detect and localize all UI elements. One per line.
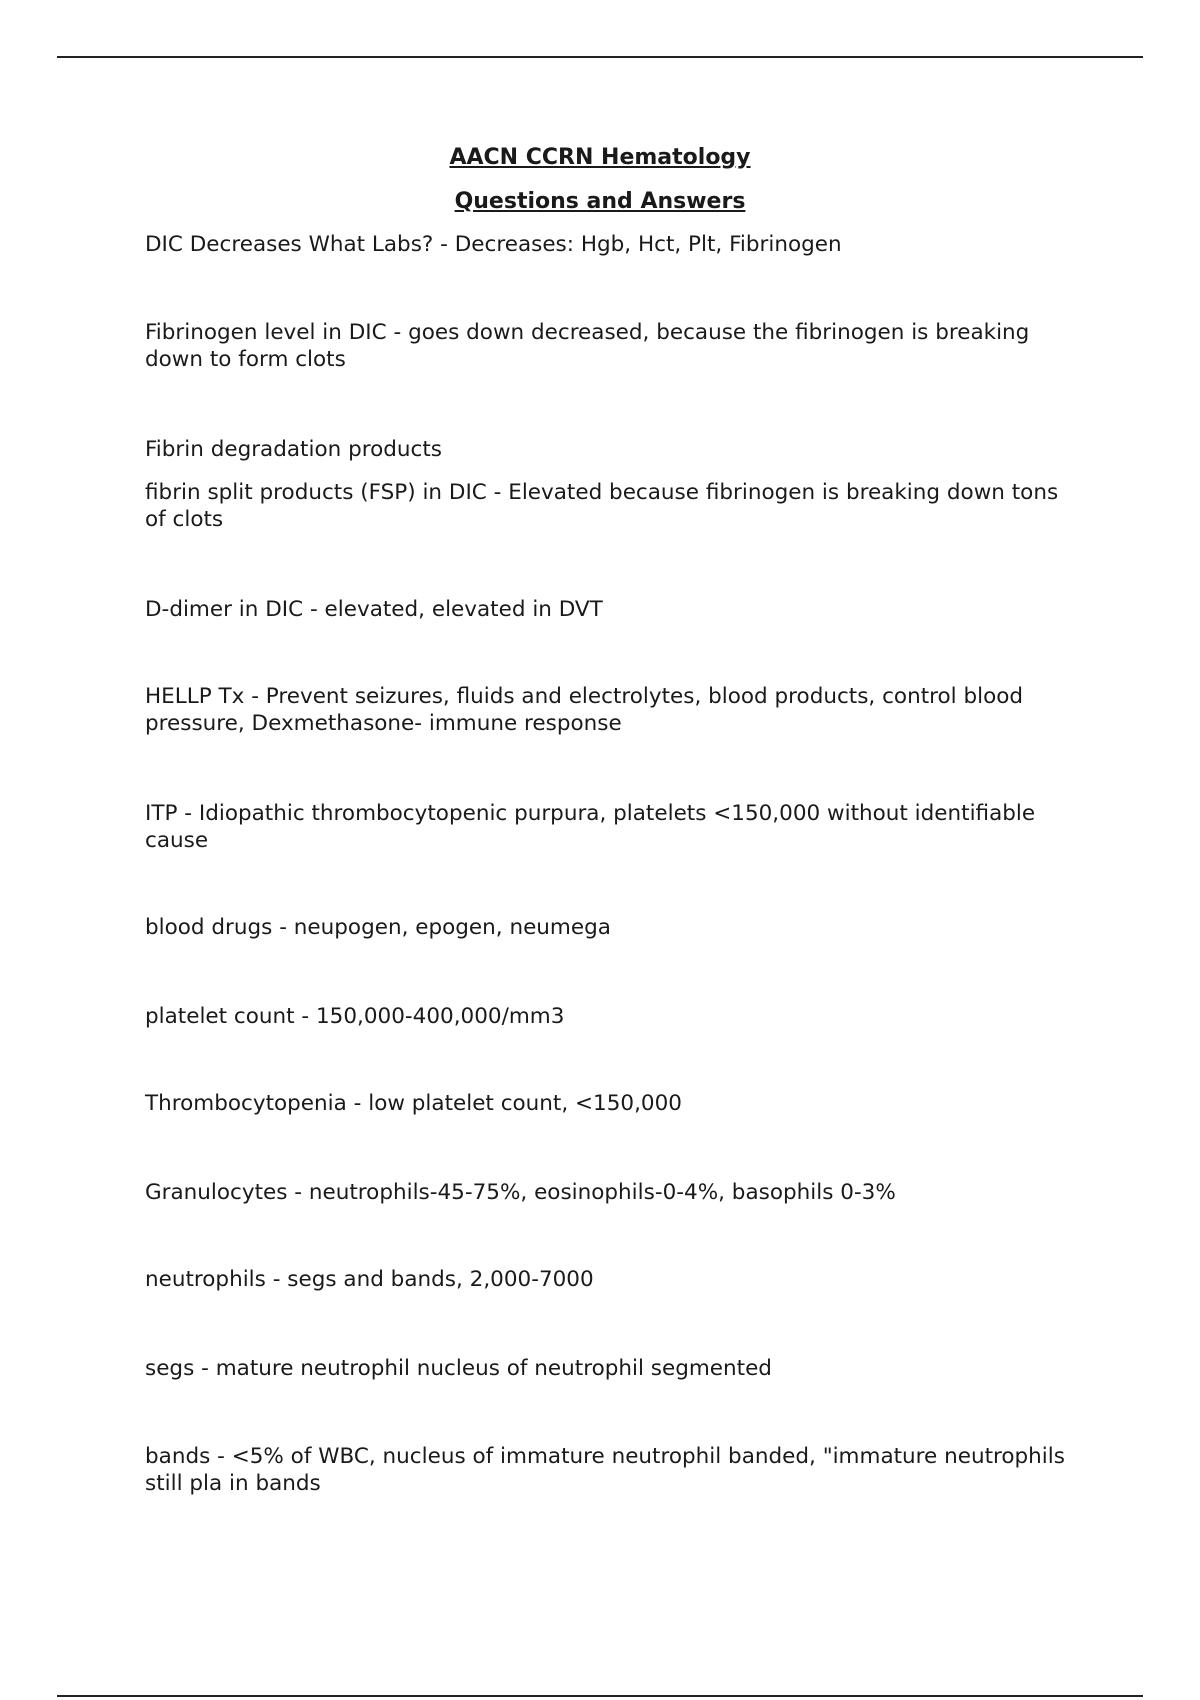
document-subtitle: Questions and Answers: [454, 189, 746, 214]
qa-entry-granulocytes: Granulocytes - neutrophils-45-75%, eosinophils-0-4%, basophils 0-3%: [145, 1180, 896, 1205]
qa-entry-bands: bands - <5% of WBC, nucleus of immature neutrophil banded, "immature neutrophils still pla in bands: [145, 1444, 1065, 1496]
qa-entry-d-dimer: D-dimer in DIC - elevated, elevated in DVT: [145, 597, 603, 622]
qa-entry-fibrin-degradation: Fibrin degradation products: [145, 437, 442, 462]
qa-entry-fibrinogen-level: Fibrinogen level in DIC - goes down decreased, because the fibrinogen is breaking down to form clots: [145, 320, 1030, 372]
document-title: AACN CCRN Hematology: [449, 145, 751, 170]
qa-entry-itp: ITP - Idiopathic thrombocytopenic purpura, platelets <150,000 without identifiable cause: [145, 801, 1036, 853]
qa-entry-segs: segs - mature neutrophil nucleus of neutrophil segmented: [145, 1356, 772, 1381]
top-rule: [57, 56, 1143, 58]
qa-entry-hellp-tx: HELLP Tx - Prevent seizures, fluids and electrolytes, blood products, control blood pressure, Dexmethasone- immune response: [145, 684, 1024, 736]
qa-entry-blood-drugs: blood drugs - neupogen, epogen, neumega: [145, 915, 611, 940]
qa-entry-dic-labs: DIC Decreases What Labs? - Decreases: Hgb, Hct, Plt, Fibrinogen: [145, 232, 842, 257]
qa-entry-thrombocytopenia: Thrombocytopenia - low platelet count, <150,000: [145, 1091, 682, 1116]
bottom-rule: [57, 1695, 1143, 1697]
qa-entry-fibrin-split-products: fibrin split products (FSP) in DIC - Elevated because fibrinogen is breaking down tons of clots: [145, 480, 1059, 532]
qa-entry-neutrophils: neutrophils - segs and bands, 2,000-7000: [145, 1267, 594, 1292]
qa-entry-platelet-count: platelet count - 150,000-400,000/mm3: [145, 1004, 565, 1029]
